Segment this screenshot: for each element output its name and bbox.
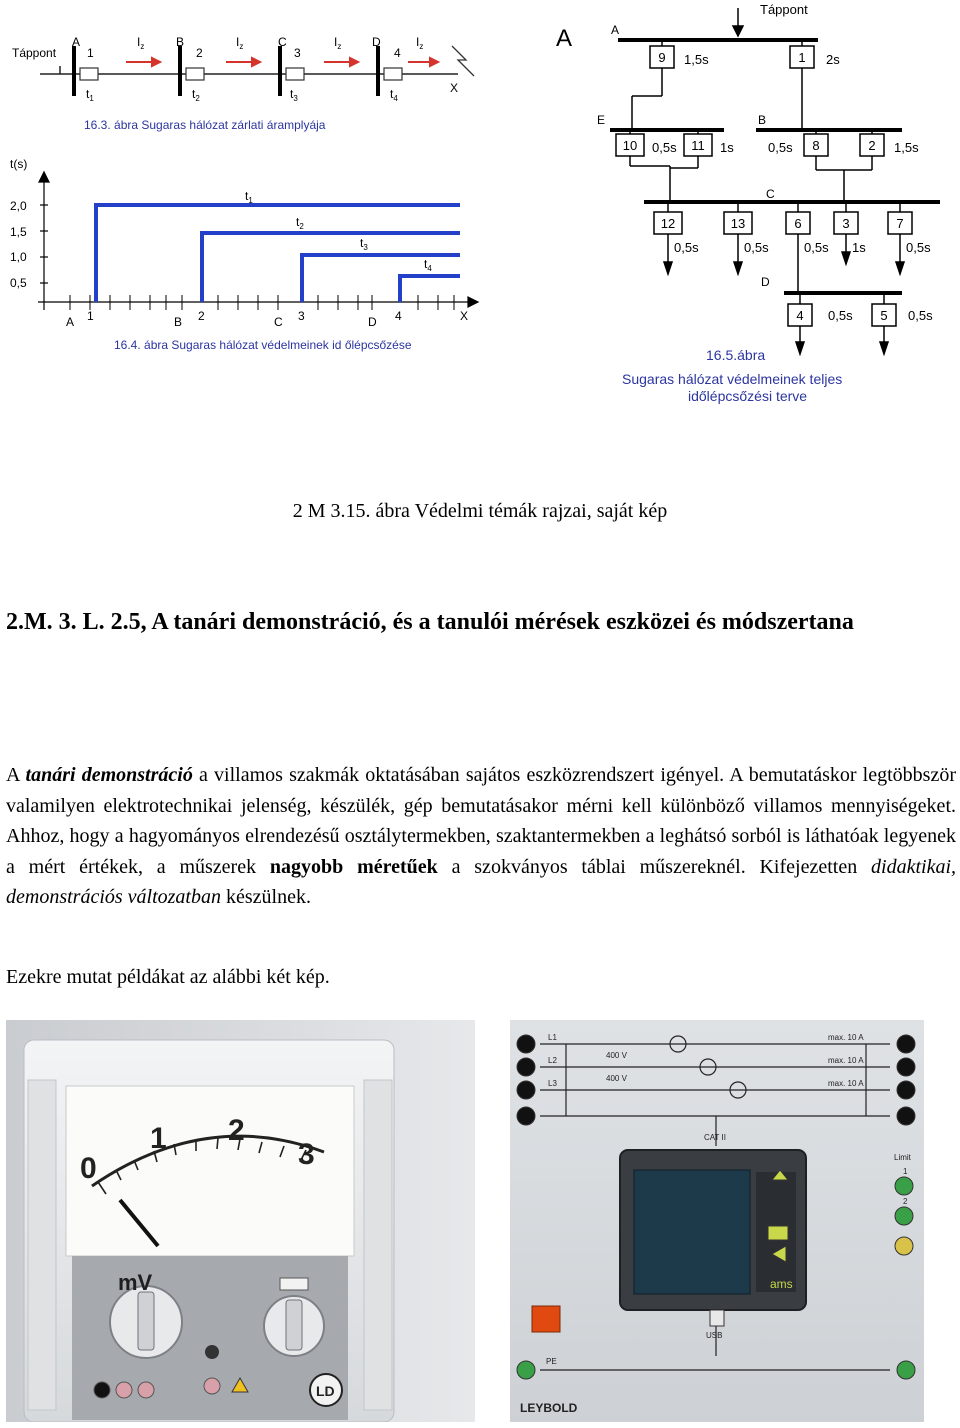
y-tick-0-5: 0,5 [10, 276, 27, 290]
socket-l1-left[interactable] [517, 1035, 535, 1053]
socket-l2-right[interactable] [897, 1058, 915, 1076]
socket-l1-right[interactable] [897, 1035, 915, 1053]
corner-letter: A [556, 25, 573, 52]
scale-label-3: 3 [298, 1138, 315, 1171]
max-current-2: max. 10 A [828, 1056, 864, 1065]
relay-4 [788, 304, 853, 326]
socket-red-3[interactable] [204, 1378, 220, 1394]
socket-black[interactable] [94, 1382, 110, 1398]
x-axis-arrow [468, 297, 478, 307]
step-label-t4: $t_4$ [424, 257, 432, 273]
current-arrow-1 [152, 58, 160, 66]
fault-current-path-diagram [0, 0, 520, 140]
limit-number-2: 2 [903, 1197, 908, 1206]
fault-current-1: $I_z$ [137, 35, 145, 51]
y-tick-1-0: 1,0 [10, 250, 27, 264]
phase-label-l3: L3 [548, 1079, 557, 1088]
breaker-number-1: 1 [87, 46, 94, 60]
svg-text:1s: 1s [720, 140, 734, 155]
x-node-c: C [274, 315, 283, 329]
supply-point-label: Táppont [760, 2, 808, 17]
y-tick-1-5: 1,5 [10, 225, 27, 239]
demo-multimeter-photo [6, 1020, 475, 1422]
bus-label-a: A [611, 23, 620, 37]
power-switch[interactable] [532, 1306, 560, 1332]
breaker-number-4: 4 [394, 46, 401, 60]
breaker-number-3: 3 [294, 46, 301, 60]
svg-text:0,5s: 0,5s [652, 140, 677, 155]
limit-label: Limit [894, 1153, 911, 1162]
socket-pe-left[interactable] [517, 1361, 535, 1379]
usb-port[interactable] [710, 1310, 724, 1326]
phase-label-l1: L1 [548, 1033, 557, 1042]
step-label-t1: $t_1$ [245, 189, 253, 205]
bus-label-b: B [758, 113, 767, 127]
meter-scale-window [66, 1086, 354, 1256]
limit-socket-1[interactable] [895, 1177, 913, 1195]
svg-text:0,5s: 0,5s [828, 308, 853, 323]
relay-3 [834, 212, 866, 255]
breaker-number-2: 2 [196, 46, 203, 60]
x-node-a: A [66, 315, 75, 329]
relay-6 [786, 212, 829, 255]
trip-time-1: $t_1$ [86, 87, 94, 103]
figure-16-4-caption: 16.4. ábra Sugaras hálózat védelmeinek id őlépcsőzése [114, 338, 412, 352]
lcd-screen [634, 1170, 750, 1294]
svg-text:0,5s: 0,5s [906, 240, 931, 255]
leybold-logo: LEYBOLD [520, 1401, 578, 1415]
x-breaker-4: 4 [395, 309, 402, 323]
zero-adjust[interactable] [205, 1345, 219, 1359]
svg-text:11: 11 [691, 138, 705, 153]
step-label-t3: $t_3$ [360, 236, 368, 252]
svg-text:1s: 1s [852, 240, 866, 255]
svg-text:7: 7 [896, 216, 904, 231]
emphasis-larger-size: nagyobb méretűek [269, 855, 438, 878]
y-tick-2-0: 2,0 [10, 199, 27, 213]
y-axis-arrow [39, 172, 49, 182]
node-label-c: C [278, 35, 287, 49]
unit-label: mV [118, 1270, 153, 1295]
svg-text:9: 9 [658, 50, 666, 65]
svg-text:0,5s: 0,5s [744, 240, 769, 255]
relay-2 [860, 134, 919, 156]
breaker-4 [384, 68, 402, 80]
svg-text:LD: LD [316, 1383, 335, 1399]
limit-socket-2[interactable] [895, 1207, 913, 1225]
relay-8 [768, 134, 828, 156]
examples-intro: Ezekre mutat példákat az alábbi két kép. [6, 966, 330, 988]
fault-current-2: $I_z$ [236, 35, 244, 51]
step-label-t2: $t_2$ [296, 215, 304, 231]
limit-socket-ground[interactable] [895, 1237, 913, 1255]
voltage-label-1: 400 V [606, 1051, 627, 1060]
scale-label-2: 2 [228, 1114, 245, 1147]
max-current-3: max. 10 A [828, 1079, 864, 1088]
svg-text:12: 12 [660, 216, 676, 231]
body-paragraph: A tanári demonstráció a villamos szakmák oktatásában sajátos eszközrendszert igényel. A bemutatáskor legtöbbször valamilyen elektrotechnikai jelenség, készülék, gép bemutatásakor mérni kell különböző villamos mennyiségeket. Ahhoz, hogy a hagyományos elrendezésű osztálytermekben, szaktantermekben a leghátsó sorból is láthatóak legyenek a mért értékek, a műszerek nagyobb méretűek a szokványos táblai műszereknél. Kifejezetten didaktikai, demonstrációs változatban készülnek. [6, 764, 956, 908]
scale-label-1: 1 [150, 1122, 167, 1155]
figure-16-5-caption-line2: időlépcsőzési terve [688, 388, 808, 404]
socket-red-2[interactable] [138, 1382, 154, 1398]
svg-text:0,5s: 0,5s [908, 308, 933, 323]
supply-arrow [733, 26, 743, 36]
bus-label-d: D [761, 275, 770, 289]
socket-red-1[interactable] [116, 1382, 132, 1398]
relay-1 [790, 46, 840, 68]
socket-pe-right[interactable] [897, 1361, 915, 1379]
svg-text:1: 1 [798, 50, 806, 65]
relay-12 [654, 212, 699, 255]
x-breaker-3: 3 [298, 309, 305, 323]
scale-label-0: 0 [80, 1152, 97, 1185]
leybold-measuring-panel-photo [510, 1020, 924, 1422]
svg-text:3: 3 [842, 216, 850, 231]
figure-16-5-number: 16.5.ábra [706, 347, 766, 363]
x-node-d: D [368, 315, 377, 329]
time-grading-diagram [0, 150, 520, 360]
limit-number-1: 1 [903, 1167, 908, 1176]
phase-label-l2: L2 [548, 1056, 557, 1065]
section-heading: 2.M. 3. L. 2.5, A tanári demonstráció, és a tanulói mérések eszközei és módszertana [6, 609, 854, 635]
svg-text:0,5s: 0,5s [804, 240, 829, 255]
x-breaker-1: 1 [87, 309, 94, 323]
breaker-1 [80, 68, 98, 80]
socket-n-left[interactable] [517, 1107, 535, 1125]
svg-text:13: 13 [730, 216, 746, 231]
fault-current-3: $I_z$ [334, 35, 342, 51]
leybold-panel-illustration [510, 1020, 924, 1422]
relay-9 [650, 46, 709, 68]
relay-11 [684, 134, 734, 156]
category-label: CAT II [704, 1133, 726, 1142]
x-breaker-2: 2 [198, 309, 205, 323]
max-current-1: max. 10 A [828, 1033, 864, 1042]
x-node-b: B [174, 315, 183, 329]
relay-10 [616, 134, 677, 156]
trip-time-2: $t_2$ [192, 87, 200, 103]
relay-5 [872, 304, 933, 326]
trip-time-3: $t_3$ [290, 87, 298, 103]
socket-n-right[interactable] [897, 1107, 915, 1125]
svg-text:10: 10 [622, 138, 638, 153]
node-label-a: A [72, 35, 81, 49]
node-label-d: D [372, 35, 381, 49]
svg-text:2: 2 [868, 138, 876, 153]
voltage-label-2: 400 V [606, 1074, 627, 1083]
socket-l3-right[interactable] [897, 1081, 915, 1099]
bus-label-c: C [766, 187, 775, 201]
socket-l3-left[interactable] [517, 1081, 535, 1099]
grading-step-t3 [302, 255, 460, 302]
usb-label: USB [706, 1331, 723, 1340]
current-arrow-4 [430, 58, 438, 66]
breaker-2 [186, 68, 204, 80]
figure-caption: 2 M 3.15. ábra Védelmi témák rajzai, saját kép [292, 500, 668, 522]
current-arrow-3 [350, 58, 358, 66]
svg-text:5: 5 [880, 308, 888, 323]
grading-step-t4 [400, 276, 460, 302]
node-label-b: B [176, 35, 185, 49]
figure-16-3-caption: 16.3. ábra Sugaras hálózat zárlati áramplyája [84, 118, 326, 132]
y-axis-label: t(s) [10, 157, 28, 171]
svg-text:0,5s: 0,5s [674, 240, 699, 255]
relay-time-grading-plan [548, 0, 960, 420]
relay-7 [888, 212, 931, 255]
svg-text:2s: 2s [826, 52, 840, 67]
breaker-3 [286, 68, 304, 80]
figure-16-5-caption-line1: Sugaras hálózat védelmeinek teljes [622, 371, 843, 387]
grading-step-t2 [202, 233, 460, 302]
svg-text:1,5s: 1,5s [684, 52, 709, 67]
x-end-label: X [460, 309, 469, 323]
fault-lightning-icon [452, 46, 474, 76]
bus-label-e: E [597, 113, 606, 127]
analog-multimeter-illustration [6, 1020, 475, 1422]
emphasis-didactic: didaktikai, demonstrációs változatban [6, 855, 956, 908]
fault-end-label: X [450, 81, 459, 95]
current-arrow-2 [252, 58, 260, 66]
svg-text:4: 4 [796, 308, 804, 323]
select-button[interactable] [768, 1226, 788, 1240]
socket-l2-left[interactable] [517, 1058, 535, 1076]
ams-brand: ams [770, 1277, 793, 1291]
svg-text:6: 6 [794, 216, 802, 231]
trip-time-4: $t_4$ [390, 87, 398, 103]
svg-text:1,5s: 1,5s [894, 140, 919, 155]
emphasis-teacher-demo: tanári demonstráció [25, 764, 193, 786]
svg-text:8: 8 [812, 138, 820, 153]
pe-label: PE [546, 1357, 557, 1366]
fault-current-4: $I_z$ [416, 35, 424, 51]
svg-text:0,5s: 0,5s [768, 140, 793, 155]
relay-13 [724, 212, 769, 255]
supply-point-label: Táppont [12, 46, 57, 60]
